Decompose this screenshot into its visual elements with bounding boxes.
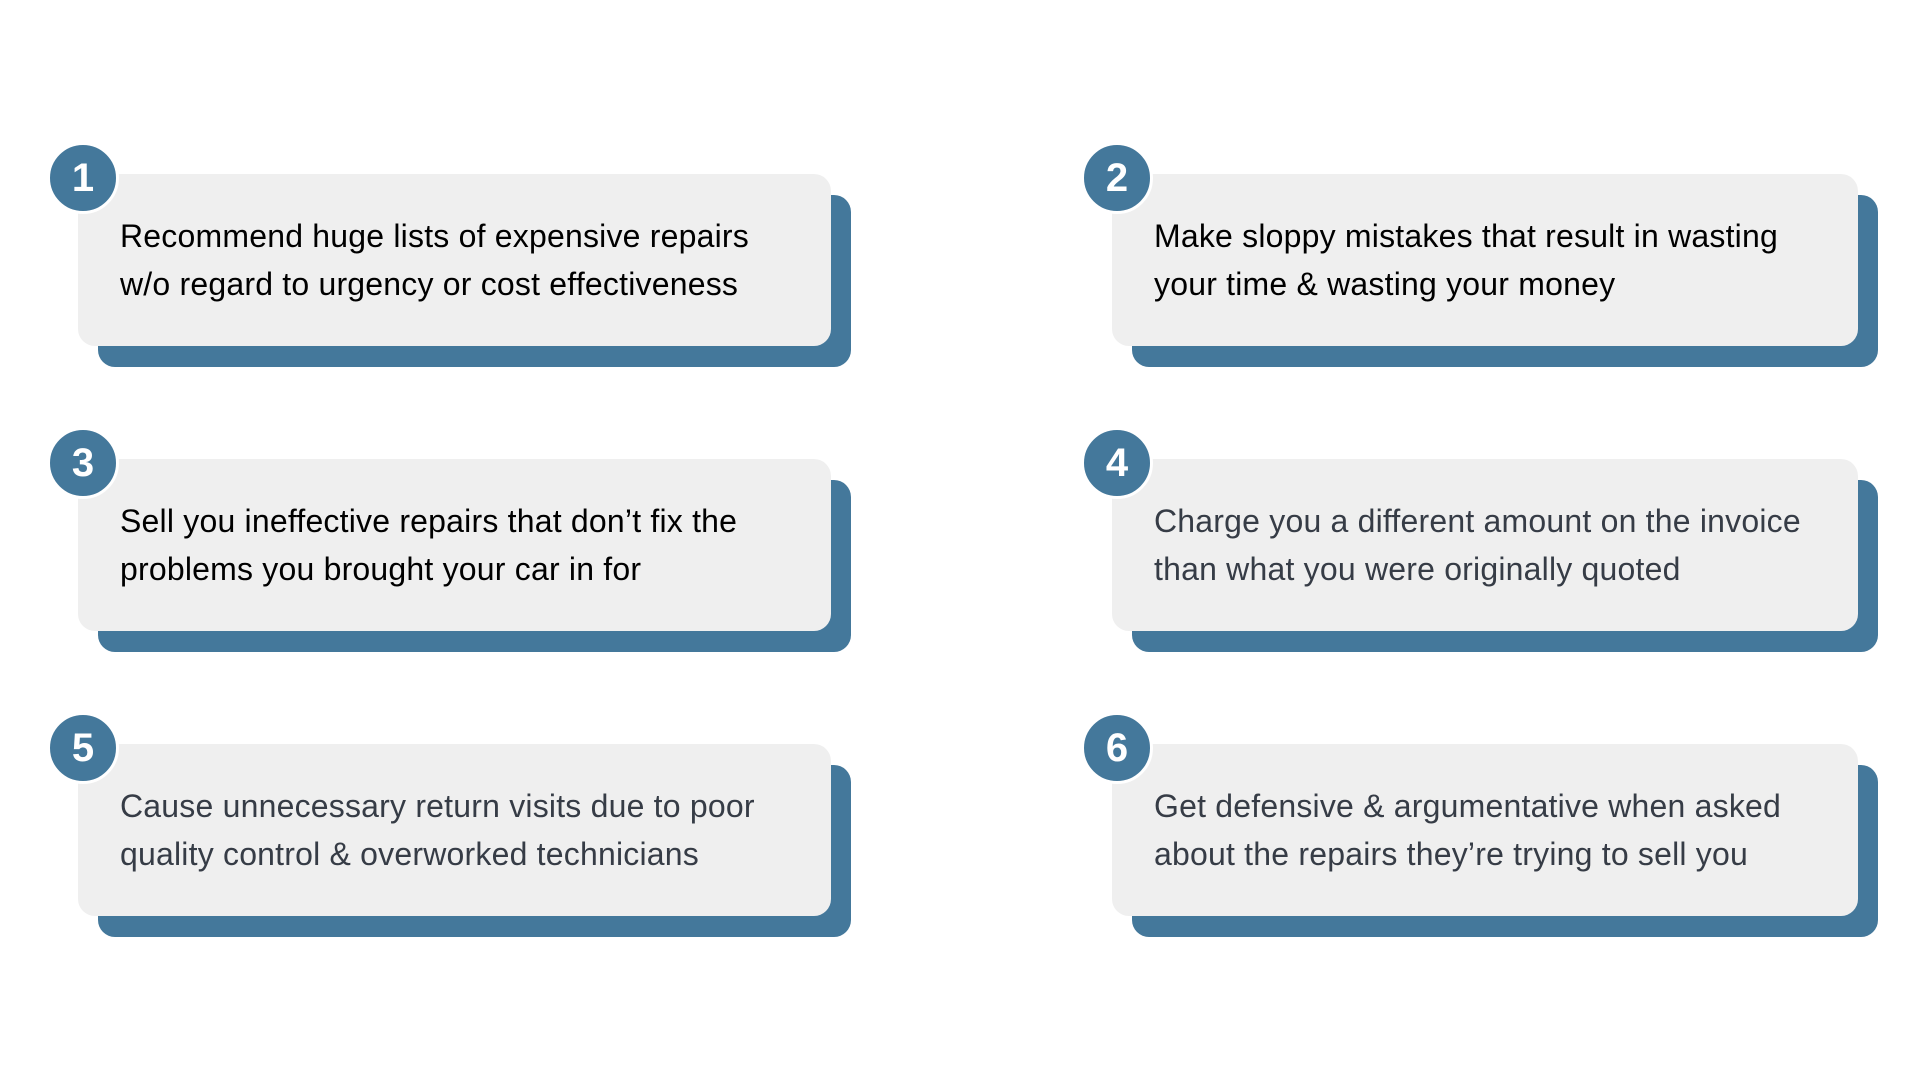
card-item-6 <box>1105 725 1858 916</box>
card-body <box>1112 459 1858 631</box>
number-badge: 6 <box>1081 712 1153 784</box>
card-text-line: problems you brought your car in for <box>120 551 642 587</box>
number-badge: 2 <box>1081 142 1153 214</box>
number-badge: 1 <box>47 142 119 214</box>
card-text-line: quality control & overworked technicians <box>120 836 699 872</box>
card-text-line: Recommend huge lists of expensive repairs <box>120 218 749 254</box>
card-item-4 <box>1105 440 1858 631</box>
card-text-line: than what you were originally quoted <box>1154 551 1681 587</box>
card-body <box>1112 744 1858 916</box>
card-text-line: your time & wasting your money <box>1154 266 1616 302</box>
card-item-3 <box>71 440 831 631</box>
card-body <box>78 459 831 631</box>
card-text-line: Make sloppy mistakes that result in wasting <box>1154 218 1778 254</box>
card-text-line: Charge you a different amount on the invoice <box>1154 503 1801 539</box>
card-text-line: Get defensive & argumentative when asked <box>1154 788 1782 824</box>
card-item-2 <box>1105 155 1858 346</box>
card-text-line: w/o regard to urgency or cost effectiveness <box>120 266 739 302</box>
card-item-5 <box>71 725 831 916</box>
card-item-1 <box>71 155 831 346</box>
card-body <box>78 174 831 346</box>
number-badge: 3 <box>47 427 119 499</box>
card-body <box>78 744 831 916</box>
cards-grid <box>71 155 1858 916</box>
number-badge: 5 <box>47 712 119 784</box>
card-body <box>1112 174 1858 346</box>
card-text-line: Sell you ineffective repairs that don’t fix the <box>120 503 738 539</box>
card-text-line: Cause unnecessary return visits due to poor <box>120 788 755 824</box>
card-text-line: about the repairs they’re trying to sell you <box>1154 836 1749 872</box>
number-badge: 4 <box>1081 427 1153 499</box>
